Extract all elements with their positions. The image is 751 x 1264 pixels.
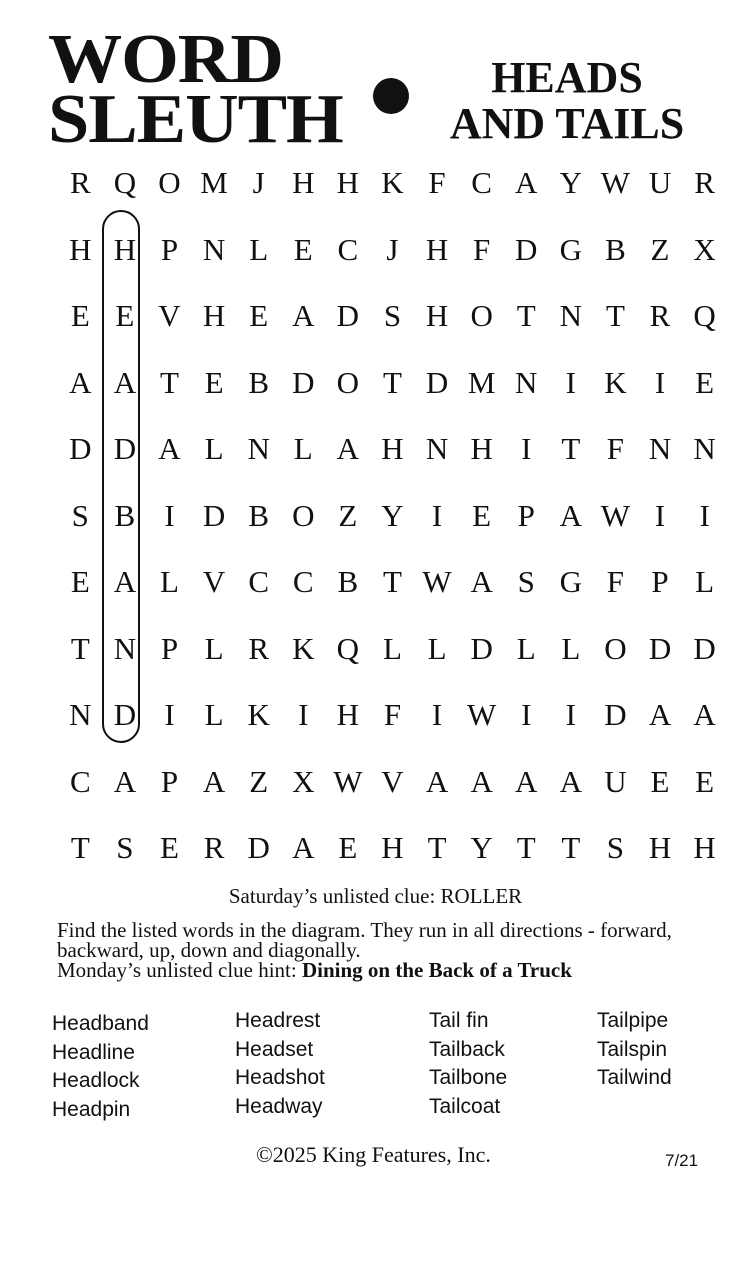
instructions-text: Find the listed words in the diagram. They run in all directions - forward, backward, up, down and diagonally.	[57, 918, 672, 962]
grid-letter[interactable]: I	[298, 697, 309, 733]
grid-letter[interactable]: U	[648, 165, 672, 201]
grid-letter[interactable]: J	[386, 231, 399, 267]
grid-letter[interactable]: F	[473, 231, 491, 267]
grid-letter[interactable]: N	[559, 298, 583, 334]
grid-letter[interactable]: A	[292, 830, 315, 866]
grid-letter[interactable]: E	[115, 298, 135, 334]
grid-letter[interactable]: I	[654, 364, 666, 400]
grid-letter[interactable]: H	[381, 830, 404, 866]
grid-letter[interactable]: L	[160, 564, 179, 600]
grid-letter[interactable]: A	[515, 763, 538, 799]
grid-letter[interactable]: C	[337, 231, 359, 267]
letter-grid	[58, 150, 727, 882]
grid-letter[interactable]: T	[70, 830, 90, 866]
grid-letter[interactable]: T	[561, 830, 581, 866]
puzzle-title	[48, 21, 343, 158]
grid-letter[interactable]: B	[248, 364, 270, 400]
grid-letter[interactable]: E	[160, 830, 179, 866]
grid-letter[interactable]: O	[470, 298, 493, 334]
grid-letter[interactable]: B	[114, 497, 136, 533]
word-item: Tail fin	[429, 1009, 489, 1032]
grid-letter[interactable]: L	[427, 630, 447, 666]
grid-letter[interactable]: G	[559, 231, 583, 267]
word-list-column-4	[597, 1007, 672, 1093]
grid-letter[interactable]: K	[381, 165, 404, 201]
grid-letter[interactable]: H	[470, 431, 493, 467]
grid-letter[interactable]: E	[472, 497, 492, 533]
grid-letter[interactable]: A	[515, 165, 538, 201]
grid-letter[interactable]: D	[113, 431, 137, 467]
grid-letter[interactable]: D	[336, 298, 360, 334]
grid-letter[interactable]: H	[336, 697, 360, 733]
grid-letter[interactable]: R	[248, 630, 270, 666]
grid-letter[interactable]: T	[382, 364, 402, 400]
grid-letter[interactable]: S	[517, 564, 535, 600]
grid-letter[interactable]: H	[425, 231, 449, 267]
grid-letter[interactable]: O	[158, 165, 181, 201]
word-item: Tailback	[429, 1037, 505, 1061]
grid-letter[interactable]: C	[471, 165, 492, 201]
grid-letter[interactable]: I	[431, 497, 443, 533]
grid-letter[interactable]: T	[70, 630, 90, 666]
grid-letter[interactable]: Q	[693, 298, 716, 334]
grid-letter[interactable]: D	[693, 630, 716, 666]
grid-letter[interactable]: C	[69, 763, 91, 799]
grid-letter[interactable]: K	[247, 697, 270, 733]
grid-letter[interactable]: R	[203, 830, 225, 866]
grid-letter[interactable]: K	[292, 630, 315, 666]
grid-letter[interactable]: T	[427, 830, 447, 866]
word-item: Headpin	[52, 1097, 131, 1121]
grid-letter[interactable]: A	[336, 431, 360, 467]
grid-letter[interactable]: S	[116, 830, 134, 866]
grid-letter[interactable]: N	[693, 431, 716, 467]
grid-letter[interactable]: L	[204, 630, 224, 666]
word-list-column-3	[429, 1007, 507, 1121]
bullet-dot	[373, 78, 409, 114]
grid-letter[interactable]: X	[292, 763, 315, 799]
grid-letter[interactable]: I	[164, 697, 175, 733]
grid-letter[interactable]: K	[604, 364, 627, 400]
word-item: Headline	[52, 1040, 135, 1064]
grid-letter[interactable]: L	[249, 231, 269, 267]
grid-letter[interactable]: A	[693, 697, 716, 733]
grid-letter[interactable]: I	[164, 497, 175, 533]
grid-letter[interactable]: A	[648, 697, 672, 733]
theme-line-1: HEADS	[491, 53, 643, 102]
grid-letter[interactable]: Z	[338, 497, 358, 533]
monday-hint	[57, 960, 717, 980]
word-item: Tailspin	[597, 1037, 668, 1061]
grid-letter[interactable]: E	[293, 231, 313, 267]
grid-letter[interactable]: O	[292, 497, 315, 533]
grid-letter[interactable]: A	[113, 364, 137, 400]
grid-letter[interactable]: H	[69, 231, 92, 267]
grid-letter[interactable]: G	[559, 564, 583, 600]
word-item: Tailpipe	[597, 1009, 669, 1032]
grid-letter[interactable]: I	[565, 364, 576, 400]
grid-letter[interactable]: B	[605, 231, 626, 267]
grid-letter[interactable]: H	[381, 431, 404, 467]
grid-letter[interactable]: A	[292, 298, 315, 334]
grid-letter[interactable]: N	[515, 364, 538, 400]
grid-letter[interactable]: L	[516, 630, 536, 666]
grid-letter[interactable]: Y	[559, 165, 583, 201]
grid-letter[interactable]: N	[648, 431, 672, 467]
grid-letter[interactable]: Q	[113, 165, 137, 201]
grid-letter[interactable]: D	[69, 431, 92, 467]
grid-letter[interactable]: T	[516, 830, 536, 866]
puzzle-date: 7/21	[665, 1151, 699, 1170]
word-list-column-2	[235, 1007, 325, 1121]
grid-letter[interactable]: R	[694, 165, 715, 201]
grid-letter[interactable]: T	[160, 364, 179, 400]
grid-letter[interactable]: D	[470, 630, 493, 666]
grid-letter[interactable]: H	[648, 830, 672, 866]
grid-letter[interactable]: U	[604, 763, 627, 799]
grid-letter[interactable]: B	[248, 497, 270, 533]
word-item: Headband	[52, 1012, 149, 1035]
grid-letter[interactable]: L	[204, 431, 224, 467]
grid-letter[interactable]: O	[336, 364, 360, 400]
theme-line-2: AND TAILS	[449, 99, 685, 148]
grid-letter[interactable]: A	[69, 364, 92, 400]
grid-letter[interactable]: Y	[381, 497, 404, 533]
title-line-2: SLEUTH	[48, 81, 343, 158]
grid-letter[interactable]: I	[565, 697, 576, 733]
grid-letter[interactable]: W	[422, 564, 452, 600]
grid-letter[interactable]: E	[650, 763, 670, 799]
grid-letter[interactable]: D	[425, 364, 449, 400]
grid-letter[interactable]: A	[202, 763, 226, 799]
grid-letter[interactable]: W	[333, 763, 363, 799]
grid-letter[interactable]: Z	[650, 231, 670, 267]
grid-letter[interactable]: W	[600, 165, 631, 201]
grid-letter[interactable]: J	[252, 165, 265, 201]
grid-letter[interactable]: D	[202, 497, 226, 533]
grid-letter[interactable]: F	[428, 165, 446, 201]
grid-letter[interactable]: D	[113, 697, 137, 733]
grid-letter[interactable]: L	[293, 431, 313, 467]
grid-letter[interactable]: E	[695, 763, 715, 799]
grid-letter[interactable]: F	[606, 564, 625, 600]
word-item: Tailbone	[429, 1066, 508, 1089]
grid-letter[interactable]: I	[521, 697, 532, 733]
grid-letter[interactable]: W	[600, 497, 631, 533]
grid-letter[interactable]: L	[204, 697, 224, 733]
grid-letter[interactable]: E	[249, 298, 269, 334]
grid-letter[interactable]: B	[337, 564, 359, 600]
grid-letter[interactable]: H	[336, 165, 360, 201]
grid-letter[interactable]: S	[606, 830, 625, 866]
grid-letter[interactable]: A	[559, 763, 583, 799]
word-item: Headlock	[52, 1069, 140, 1092]
grid-letter[interactable]: N	[113, 630, 137, 666]
word-item: Tailwind	[597, 1066, 672, 1089]
grid-letter[interactable]: P	[160, 763, 179, 799]
grid-letter[interactable]: O	[604, 630, 627, 666]
grid-letter[interactable]: F	[606, 431, 625, 467]
copyright: ©2025 King Features, Inc.	[256, 1142, 491, 1167]
grid-letter[interactable]: A	[470, 564, 493, 600]
grid-letter[interactable]: I	[699, 497, 710, 533]
grid-letter[interactable]: E	[695, 364, 715, 400]
grid-letter[interactable]: E	[204, 364, 224, 400]
word-item: Tailcoat	[429, 1094, 501, 1118]
grid-letter[interactable]: N	[202, 231, 226, 267]
grid-letter[interactable]: T	[561, 431, 581, 467]
grid-letter[interactable]: E	[70, 564, 90, 600]
word-item: Headset	[235, 1037, 314, 1061]
grid-letter[interactable]: M	[200, 165, 228, 201]
grid-letter[interactable]: A	[158, 431, 181, 467]
grid-letter[interactable]: C	[292, 564, 314, 600]
grid-letter[interactable]: I	[521, 431, 532, 467]
grid-letter[interactable]: D	[648, 630, 672, 666]
instructions	[57, 920, 717, 980]
grid-letter[interactable]: C	[248, 564, 270, 600]
grid-letter[interactable]: P	[517, 497, 535, 533]
found-word-circle	[102, 210, 140, 743]
monday-hint-label: Monday’s unlisted clue hint:	[57, 958, 302, 982]
word-list-column-1	[52, 1010, 149, 1124]
grid-letter[interactable]: Z	[249, 763, 269, 799]
grid-letter[interactable]: H	[693, 830, 716, 866]
word-item: Headway	[235, 1094, 323, 1118]
grid-letter[interactable]: E	[338, 830, 358, 866]
grid-letter[interactable]: T	[382, 564, 402, 600]
title-line-1: WORD	[48, 21, 283, 98]
grid-letter[interactable]: M	[467, 364, 496, 400]
grid-letter[interactable]: H	[202, 298, 226, 334]
grid-letter[interactable]: S	[383, 298, 402, 334]
grid-letter[interactable]: Q	[336, 630, 360, 666]
grid-letter[interactable]: D	[247, 830, 270, 866]
grid-letter[interactable]: D	[515, 231, 538, 267]
grid-letter[interactable]: H	[425, 298, 449, 334]
grid-letter[interactable]: I	[654, 497, 666, 533]
grid-letter[interactable]: A	[559, 497, 583, 533]
puzzle-theme	[432, 55, 702, 147]
grid-letter[interactable]: E	[70, 298, 90, 334]
word-item: Headrest	[235, 1009, 321, 1032]
grid-letter[interactable]: T	[516, 298, 536, 334]
grid-letter[interactable]: V	[381, 763, 404, 799]
grid-letter[interactable]: L	[382, 630, 402, 666]
grid-letter[interactable]: I	[431, 697, 443, 733]
grid-letter[interactable]: L	[561, 630, 581, 666]
grid-letter[interactable]: H	[113, 231, 137, 267]
grid-letter[interactable]: P	[160, 231, 179, 267]
grid-letter[interactable]: R	[69, 165, 91, 201]
grid-letter[interactable]: V	[158, 298, 181, 334]
grid-letter[interactable]: A	[425, 763, 449, 799]
monday-hint-text: Dining on the Back of a Truck	[301, 958, 572, 982]
grid-letter[interactable]: P	[160, 630, 179, 666]
grid-letter[interactable]: P	[651, 564, 669, 600]
grid-letter[interactable]: V	[202, 564, 226, 600]
word-item: Headshot	[235, 1066, 325, 1089]
grid-letter[interactable]: F	[383, 697, 402, 733]
grid-letter[interactable]: Y	[470, 830, 493, 866]
saturday-clue: Saturday’s unlisted clue: ROLLER	[228, 884, 523, 908]
grid-letter[interactable]: L	[695, 564, 715, 600]
grid-letter[interactable]: D	[604, 697, 627, 733]
grid-letter[interactable]: D	[292, 364, 315, 400]
grid-letter[interactable]: W	[467, 697, 497, 733]
grid-letter[interactable]: N	[425, 431, 449, 467]
grid-letter[interactable]: H	[292, 165, 315, 201]
grid-letter[interactable]: T	[605, 298, 625, 334]
grid-letter[interactable]: A	[470, 763, 493, 799]
grid-letter[interactable]: R	[649, 298, 671, 334]
grid-letter[interactable]: X	[693, 231, 716, 267]
grid-letter[interactable]: N	[69, 697, 92, 733]
grid-letter[interactable]: S	[71, 497, 89, 533]
grid-letter[interactable]: N	[247, 431, 270, 467]
grid-letter[interactable]: A	[113, 564, 137, 600]
grid-letter[interactable]: A	[113, 763, 137, 799]
